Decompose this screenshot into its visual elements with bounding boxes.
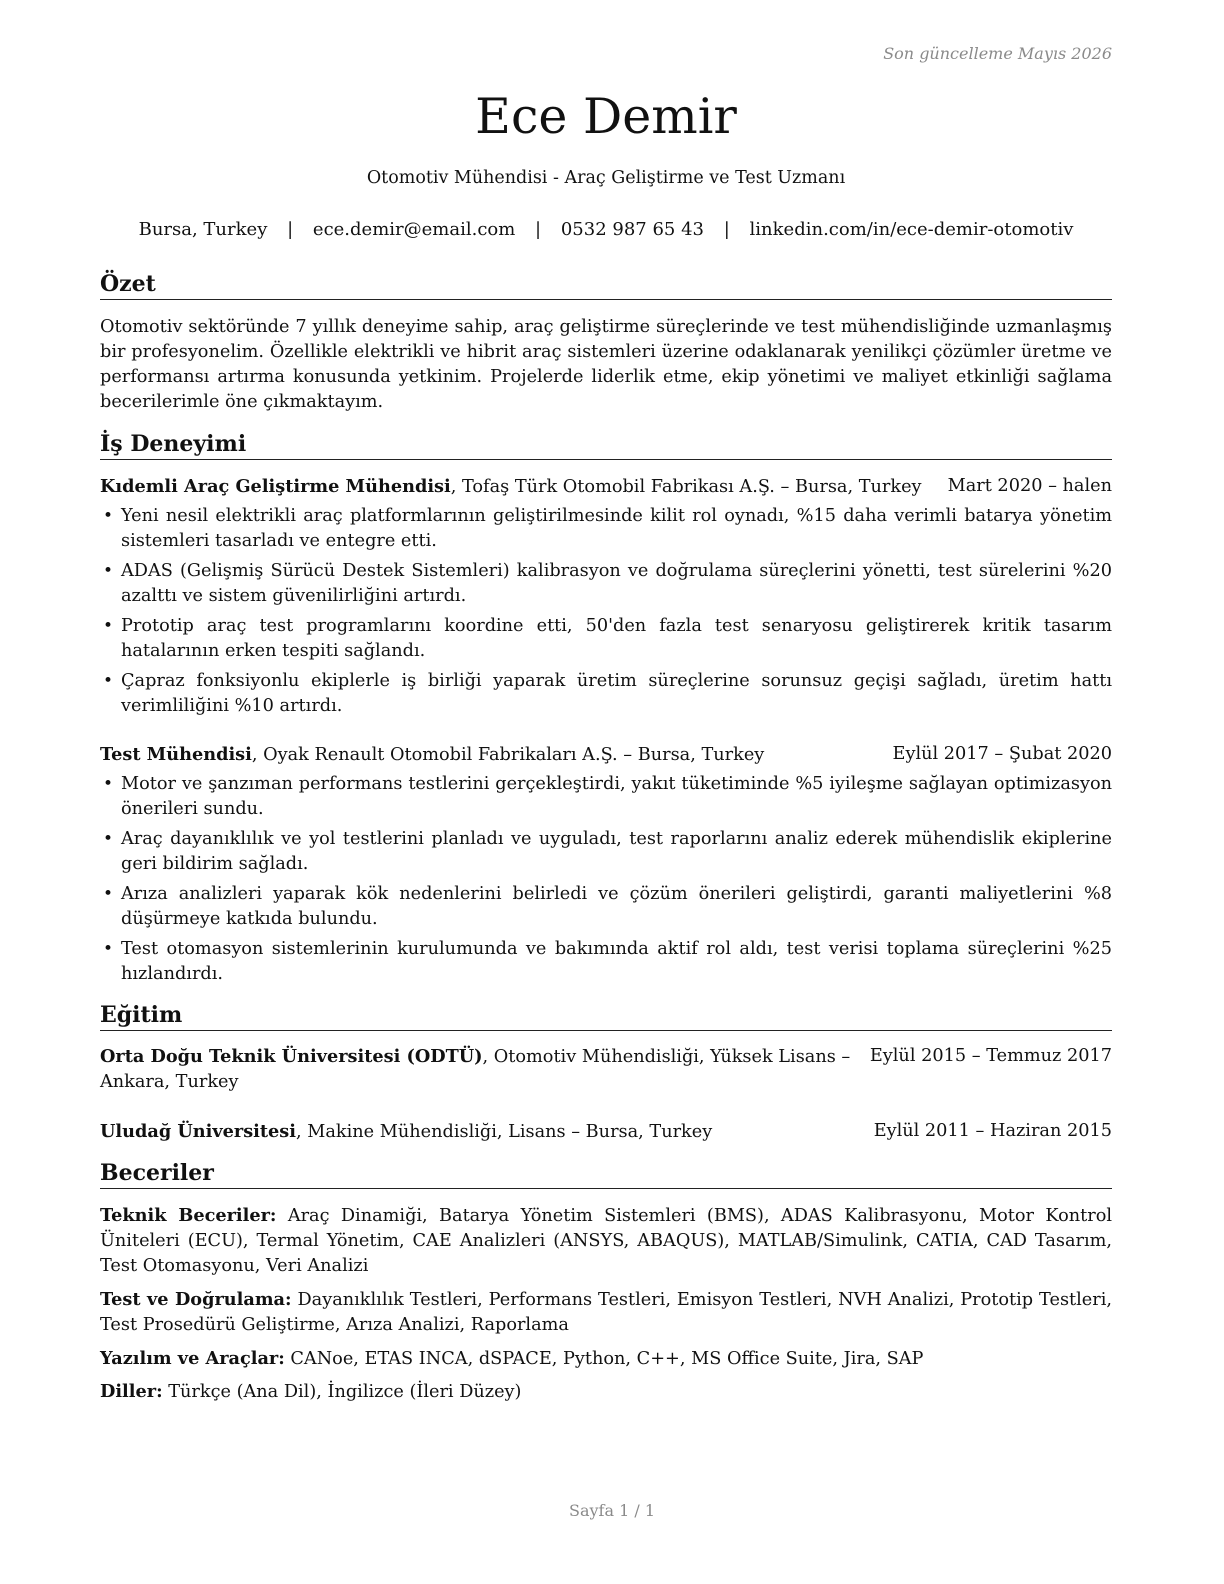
job-role: Kıdemli Araç Geliştirme Mühendisi	[100, 476, 451, 497]
job-bullets	[100, 504, 1112, 724]
job-dates: Eylül 2017 – Şubat 2020	[892, 744, 1112, 764]
education-detail: , Otomotiv Mühendisliği, Yüksek Lisans – Ankara, Turkey	[100, 1047, 851, 1092]
contact-location: Bursa, Turkey	[138, 219, 268, 240]
skill-label: Test ve Doğrulama:	[100, 1289, 292, 1310]
education-school: Uludağ Üniversitesi	[100, 1121, 296, 1142]
last-updated: Son güncelleme Mayıs 2026	[883, 44, 1112, 63]
skill-group	[100, 1346, 1112, 1372]
section-title-summary: Özet	[100, 271, 1112, 300]
education-dates-wrap	[870, 1044, 1112, 1069]
education-item	[100, 1119, 1112, 1145]
list-item: • Çapraz fonksiyonlu ekiplerle iş birliği yaparak üretim süreçlerine sorunsuz geçişi sağladı, üretim hattı verimliliğini %10 artırdı.	[100, 669, 1112, 719]
job-header	[100, 742, 1112, 768]
education-dates: Eylül 2015 – Temmuz 2017	[869, 1046, 1112, 1066]
list-item: • Arıza analizleri yaparak kök nedenlerini belirledi ve çözüm önerileri geliştirdi, garanti maliyetlerini %8 düşürmeye katkıda bulundu.	[100, 882, 1112, 932]
job-role: Test Mühendisi	[100, 744, 252, 765]
page-number: Sayfa 1 / 1	[568, 1501, 655, 1520]
section-title-skills: Beceriler	[100, 1160, 1112, 1189]
contact-separator: |	[723, 219, 730, 240]
list-item: • Test otomasyon sistemlerinin kurulumunda ve bakımında aktif rol aldı, test verisi toplama süreçlerini %25 hızlandırdı.	[100, 937, 1112, 987]
contact-email[interactable]: ece.demir@email.com	[312, 219, 516, 240]
education-detail: , Makine Mühendisliği, Lisans – Bursa, Turkey	[296, 1122, 713, 1142]
candidate-name: Ece Demir	[475, 88, 737, 145]
skill-label: Yazılım ve Araçlar:	[100, 1348, 285, 1369]
skill-group	[100, 1379, 1112, 1405]
contact-linkedin[interactable]: linkedin.com/in/ece-demir-otomotiv	[749, 219, 1074, 240]
contact-phone[interactable]: 0532 987 65 43	[560, 219, 704, 240]
contact-separator: |	[287, 219, 294, 240]
section-title-experience: İş Deneyimi	[100, 431, 1112, 460]
list-item: • Yeni nesil elektrikli araç platformlarının geliştirilmesinde kilit rol oynadı, %15 daha verimli batarya yönetim sistemleri tasarladı ve entegre etti.	[100, 504, 1112, 554]
skill-group	[100, 1287, 1112, 1338]
list-item: • Prototip araç test programlarını koordine etti, 50'den fazla test senaryosu geliştirerek kritik tasarım hatalarının erken tespiti sağlandı.	[100, 614, 1112, 664]
contact-line	[100, 219, 1112, 240]
skill-label: Diller:	[100, 1381, 163, 1402]
list-item: • Araç dayanıklılık ve yol testlerini planladı ve uyguladı, test raporlarını analiz ederek mühendislik ekiplerine geri bildirim sağladı.	[100, 827, 1112, 877]
education-item	[100, 1044, 890, 1095]
skill-text: Türkçe (Ana Dil), İngilizce (İleri Düzey)	[162, 1382, 522, 1402]
education-school: Orta Doğu Teknik Üniversitesi (ODTÜ)	[100, 1046, 483, 1067]
list-item: • ADAS (Gelişmiş Sürücü Destek Sistemleri) kalibrasyon ve doğrulama süreçlerini yönetti, test sürelerini %20 azalttı ve sistem güvenilirliğini artırdı.	[100, 559, 1112, 609]
skill-label: Teknik Beceriler:	[100, 1205, 277, 1226]
summary-text: Otomotiv sektöründe 7 yıllık deneyime sahip, araç geliştirme süreçlerinde ve test mühendisliğinde uzmanlaşmış bir profesyonelim. Özellikle elektrikli ve hibrit araç sistemleri üzerine odaklanarak yenilikçi çözümler üretme ve performansı artırma konusunda yetkinim. Projelerde liderlik etme, ekip yönetimi ve maliyet etkinliği sağlama becerilerimle öne çıkmaktayım.	[100, 317, 1112, 412]
skill-group	[100, 1203, 1112, 1279]
section-title-education: Eğitim	[100, 1002, 1112, 1031]
job-header	[100, 474, 1112, 500]
job-dates: Mart 2020 – halen	[947, 476, 1112, 496]
headline: Otomotiv Mühendisi - Araç Geliştirme ve Test Uzmanı	[366, 168, 846, 188]
contact-separator: |	[535, 219, 542, 240]
skill-text: CANoe, ETAS INCA, dSPACE, Python, C++, MS Office Suite, Jira, SAP	[284, 1349, 924, 1369]
job-bullets	[100, 772, 1112, 992]
job-company: , Oyak Renault Otomobil Fabrikaları A.Ş. – Bursa, Turkey	[251, 745, 765, 765]
list-item: • Motor ve şanzıman performans testlerini gerçekleştirdi, yakıt tüketiminde %5 iyileşme sağlayan optimizasyon önerileri sundu.	[100, 772, 1112, 822]
education-dates: Eylül 2011 – Haziran 2015	[873, 1121, 1112, 1141]
job-company: , Tofaş Türk Otomobil Fabrikası A.Ş. – Bursa, Turkey	[450, 477, 922, 497]
skill-text: Dayanıklılık Testleri, Performans Testleri, Emisyon Testleri, NVH Analizi, Prototip Testleri, Test Prosedürü Geliştirme, Arıza Analizi, Raporlama	[100, 1290, 1112, 1335]
skill-text: Araç Dinamiği, Batarya Yönetim Sistemleri (BMS), ADAS Kalibrasyonu, Motor Kontrol Üniteleri (ECU), Termal Yönetim, CAE Analizleri (ANSYS, ABAQUS), MATLAB/Simulink, CATIA, CAD Tasarım, Test Otomasyonu, Veri Analizi	[100, 1206, 1113, 1276]
